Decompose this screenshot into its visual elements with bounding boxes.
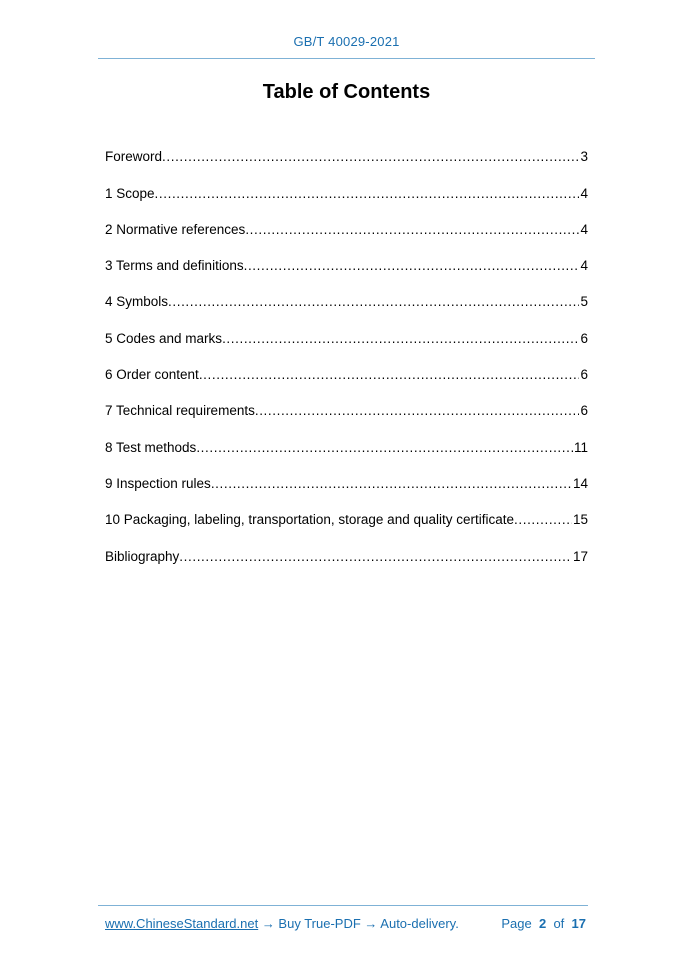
toc-entry-label: 6 Order content	[105, 367, 199, 383]
toc-entry-foreword[interactable]	[105, 138, 588, 174]
toc-entry-label: 9 Inspection rules	[105, 475, 211, 491]
dot-leader	[244, 257, 580, 274]
toc-entry-label: 10 Packaging, labeling, transportation, storage and quality certificate	[105, 512, 515, 528]
toc-entry-inspection-rules[interactable]	[105, 465, 588, 501]
toc-entry-page: 14	[572, 475, 588, 491]
toc-entry-label: 1 Scope	[105, 185, 155, 201]
page-word: Page	[501, 916, 532, 931]
dot-leader	[155, 185, 580, 202]
dot-leader	[222, 330, 579, 347]
toc-entry-label: 8 Test methods	[105, 439, 197, 455]
toc-entry-scope[interactable]	[105, 174, 588, 210]
dot-leader	[179, 548, 572, 565]
toc-entry-label: 2 Normative references	[105, 221, 246, 237]
toc-entry-label: Foreword	[105, 149, 163, 165]
toc-list	[105, 138, 588, 574]
toc-entry-label: 4 Symbols	[105, 294, 169, 310]
dot-leader	[168, 293, 579, 310]
toc-entry-label: 7 Technical requirements	[105, 403, 255, 419]
toc-entry-page: 6	[580, 330, 588, 346]
dot-leader	[199, 366, 580, 383]
total-pages: 17	[571, 916, 586, 931]
toc-entry-page: 6	[580, 403, 588, 419]
toc-entry-page: 17	[572, 548, 588, 564]
page-footer	[105, 916, 588, 934]
toc-entry-technical-requirements[interactable]	[105, 392, 588, 428]
toc-entry-page: 4	[580, 221, 588, 237]
dot-leader	[514, 511, 572, 528]
current-page: 2	[538, 916, 547, 931]
of-word: of	[553, 916, 565, 931]
toc-entry-label: 5 Codes and marks	[105, 330, 223, 346]
toc-entry-normative-references[interactable]	[105, 211, 588, 247]
toc-entry-codes-and-marks[interactable]	[105, 319, 588, 355]
toc-entry-label: 3 Terms and definitions	[105, 258, 244, 274]
dot-leader	[196, 439, 573, 456]
toc-entry-bibliography[interactable]	[105, 537, 588, 573]
toc-entry-page: 6	[580, 367, 588, 383]
toc-entry-order-content[interactable]	[105, 356, 588, 392]
toc-entry-test-methods[interactable]	[105, 428, 588, 464]
promo-text: → Buy True-PDF → Auto-delivery.	[258, 916, 459, 931]
page-header: GB/T 40029-2021	[293, 34, 400, 49]
header-divider	[98, 58, 595, 59]
toc-entry-page: 4	[580, 185, 588, 201]
toc-entry-packaging[interactable]	[105, 501, 588, 537]
toc-entry-page: 3	[580, 149, 588, 165]
toc-entry-page: 5	[580, 294, 588, 310]
toc-entry-label: Bibliography	[105, 548, 180, 564]
dot-leader	[245, 221, 579, 238]
footer-promo	[105, 916, 459, 931]
toc-entry-terms-and-definitions[interactable]	[105, 247, 588, 283]
toc-entry-page: 11	[573, 439, 588, 455]
dot-leader	[255, 402, 580, 419]
page-number	[501, 916, 586, 931]
footer-divider	[98, 905, 588, 906]
dot-leader	[162, 148, 579, 165]
dot-leader	[211, 475, 572, 492]
toc-entry-page: 4	[580, 258, 588, 274]
toc-entry-symbols[interactable]	[105, 283, 588, 319]
site-link[interactable]: www.ChineseStandard.net	[105, 916, 259, 931]
toc-entry-page: 15	[572, 512, 588, 528]
toc-title: Table of Contents	[262, 81, 431, 103]
